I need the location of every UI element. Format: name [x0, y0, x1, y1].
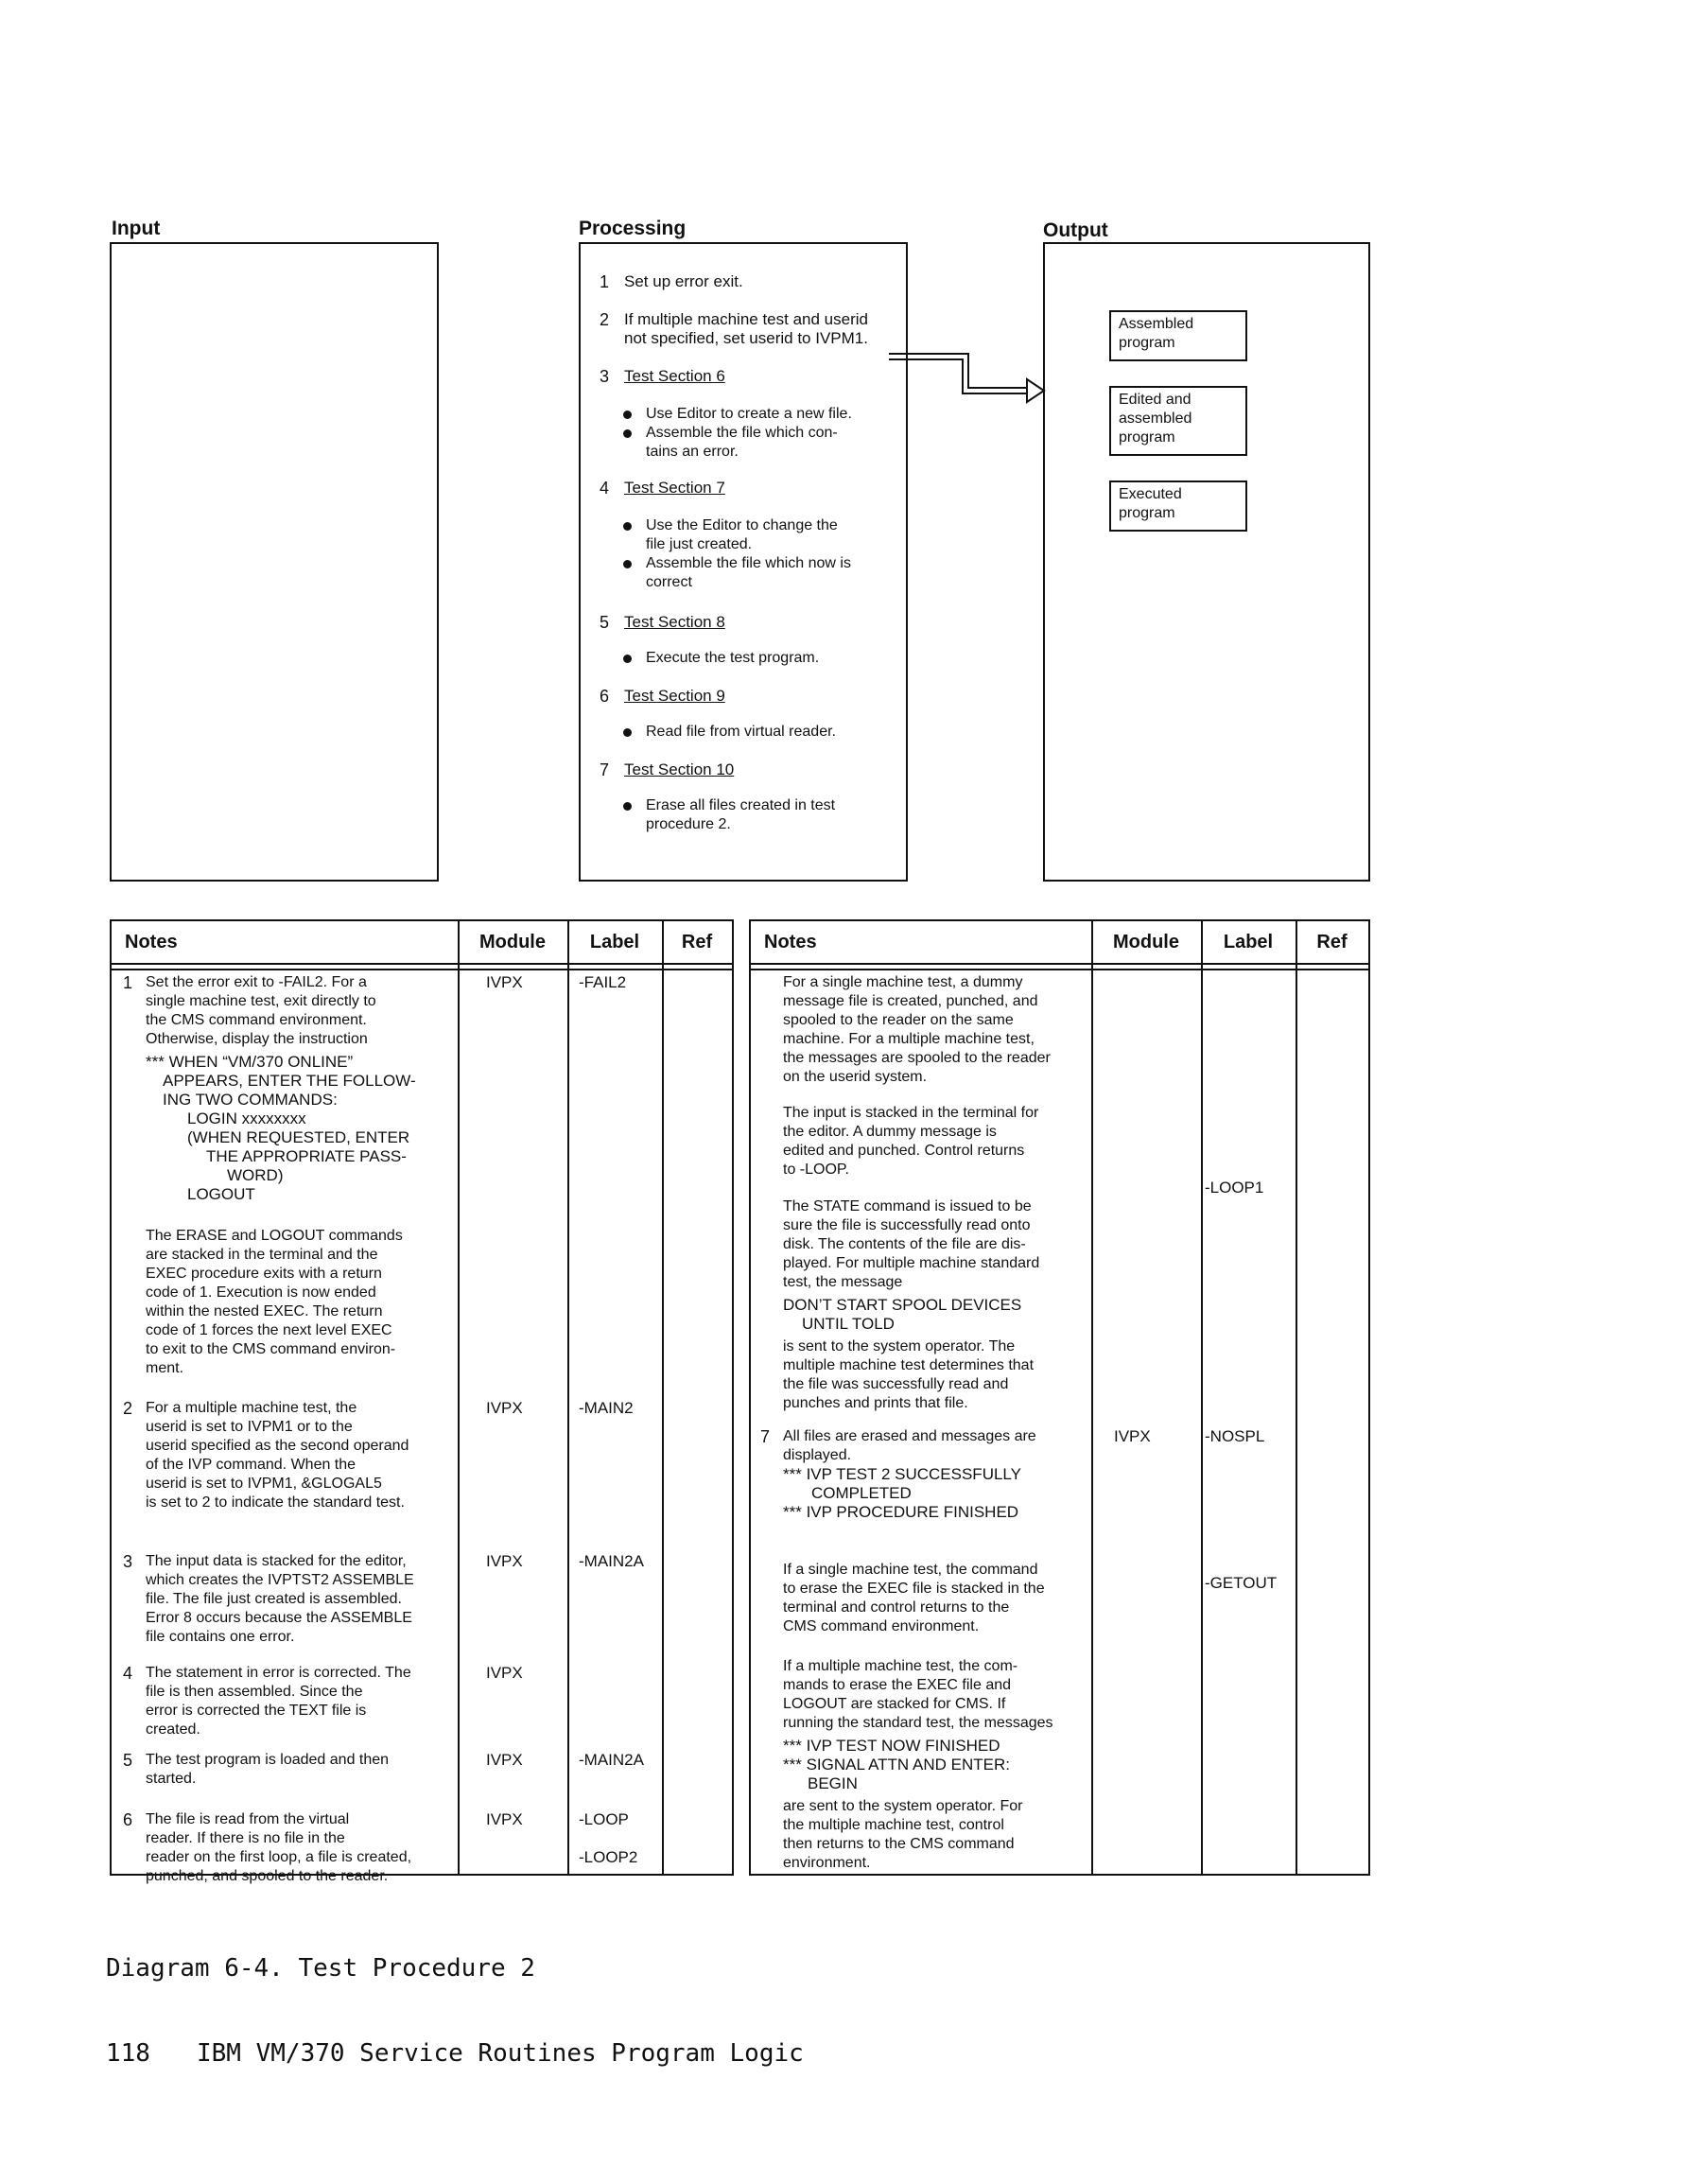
notes-column-header: Notes	[751, 921, 1091, 965]
note-line: *** IVP TEST 2 SUCCESSFULLY	[783, 1465, 1021, 1483]
footer-title: IBM VM/370 Service Routines Program Logic	[197, 2039, 804, 2068]
output-item-edited	[1109, 386, 1247, 456]
step-title: Test Section 7	[624, 479, 725, 497]
note-line: userid is set to IVPM1 or to the	[146, 1419, 353, 1435]
bullet-text: Erase all files created in test	[646, 797, 836, 813]
note-line: error is corrected the TEXT file is	[146, 1703, 367, 1719]
step-title: Test Section 10	[624, 760, 735, 778]
label-cell: -MAIN2A	[579, 1751, 644, 1769]
bullet-text: file just created.	[646, 536, 753, 552]
note-line: LOGOUT are stacked for CMS. If	[783, 1696, 1006, 1712]
note-line: the file was successfully read and	[783, 1376, 1009, 1392]
input-box	[110, 242, 439, 882]
output-item-text: program	[1119, 505, 1175, 521]
note-line: LOGIN xxxxxxxx	[187, 1109, 306, 1127]
note-line: BEGIN	[808, 1774, 858, 1792]
note-line: For a multiple machine test, the	[146, 1400, 357, 1416]
output-item-executed	[1109, 480, 1247, 532]
note-line: on the userid system.	[783, 1069, 928, 1085]
step-number: 1	[600, 272, 610, 291]
output-box	[1043, 242, 1370, 882]
module-cell: IVPX	[486, 1810, 523, 1828]
step-text: Set up error exit.	[624, 272, 743, 290]
note-line: within the nested EXEC. The return	[146, 1303, 383, 1319]
note-line: disk. The contents of the file are dis-	[783, 1236, 1026, 1252]
column-divider	[1201, 921, 1203, 1874]
note-line: CMS command environment.	[783, 1618, 980, 1634]
bullet-icon	[623, 655, 632, 663]
bullet-icon	[623, 522, 632, 531]
note-line: Otherwise, display the instruction	[146, 1031, 368, 1047]
step-number: 7	[600, 760, 610, 779]
bullet-text: procedure 2.	[646, 816, 731, 832]
note-number: 6	[123, 1810, 133, 1829]
note-line: edited and punched. Control returns	[783, 1143, 1025, 1159]
label-cell: -MAIN2A	[579, 1552, 644, 1570]
bullet-text: Execute the test program.	[646, 650, 820, 666]
module-cell: IVPX	[486, 973, 523, 991]
module-cell: IVPX	[486, 1552, 523, 1570]
bullet-text: tains an error.	[646, 444, 739, 460]
label-column-header: Label	[1201, 921, 1296, 965]
note-line: punched, and spooled to the reader.	[146, 1868, 389, 1884]
note-line: The file is read from the virtual	[146, 1811, 350, 1827]
note-number: 7	[760, 1427, 771, 1446]
note-line: userid is set to IVPM1, &GLOGAL5	[146, 1476, 382, 1492]
output-item-text: Edited and	[1119, 392, 1191, 408]
note-line: environment.	[783, 1855, 871, 1871]
note-line: single machine test, exit directly to	[146, 993, 376, 1009]
bullet-text: correct	[646, 574, 692, 590]
note-line: terminal and control returns to the	[783, 1599, 1010, 1616]
note-line: the multiple machine test, control	[783, 1817, 1004, 1833]
note-line: file is then assembled. Since the	[146, 1684, 363, 1700]
notes-table-right	[749, 919, 1370, 1876]
processing-box	[579, 242, 908, 882]
note-line: machine. For a multiple machine test,	[783, 1031, 1035, 1047]
step-number: 4	[600, 479, 610, 498]
column-divider	[1091, 921, 1093, 1874]
ref-column-header: Ref	[1296, 921, 1368, 965]
note-line: the editor. A dummy message is	[783, 1124, 997, 1140]
note-line: If a single machine test, the command	[783, 1562, 1038, 1578]
module-cell: IVPX	[486, 1751, 523, 1769]
note-line: to exit to the CMS command environ-	[146, 1341, 396, 1357]
bullet-icon	[623, 802, 632, 811]
step-number: 3	[600, 367, 610, 386]
bullet-text: Use Editor to create a new file.	[646, 406, 852, 422]
note-line: to -LOOP.	[783, 1162, 849, 1178]
output-item-text: program	[1119, 335, 1175, 351]
note-line: The ERASE and LOGOUT commands	[146, 1228, 403, 1244]
module-cell: IVPX	[1114, 1427, 1151, 1445]
note-line: is sent to the system operator. The	[783, 1338, 1016, 1354]
diagram-caption: Diagram 6-4. Test Procedure 2	[106, 1954, 535, 1983]
note-line: started.	[146, 1771, 197, 1787]
label-cell: -FAIL2	[579, 973, 627, 991]
column-divider	[662, 921, 664, 1874]
step-number: 6	[600, 687, 610, 706]
note-line: All files are erased and messages are	[783, 1428, 1036, 1444]
label-cell: -GETOUT	[1205, 1574, 1278, 1592]
note-line: *** IVP TEST NOW FINISHED	[783, 1737, 1000, 1755]
note-line: COMPLETED	[811, 1484, 912, 1502]
note-line: punches and prints that file.	[783, 1395, 968, 1411]
note-line: ING TWO COMMANDS:	[163, 1091, 338, 1109]
note-line: file. The file just created is assembled.	[146, 1591, 402, 1607]
note-line: *** WHEN “VM/370 ONLINE”	[146, 1053, 354, 1071]
bullet-text: Read file from virtual reader.	[646, 724, 836, 740]
label-cell: -MAIN2	[579, 1399, 634, 1417]
note-line: ment.	[146, 1360, 184, 1376]
output-item-assembled	[1109, 310, 1247, 361]
input-header: Input	[112, 218, 161, 239]
note-number: 2	[123, 1399, 133, 1418]
column-divider	[567, 921, 569, 1874]
flow-arrow-icon	[889, 341, 1059, 407]
bullet-icon	[623, 429, 632, 438]
note-line: played. For multiple machine standard	[783, 1255, 1040, 1271]
module-column-header: Module	[1091, 921, 1201, 965]
note-number: 1	[123, 973, 133, 992]
output-item-text: Assembled	[1119, 316, 1194, 332]
note-line: the CMS command environment.	[146, 1012, 367, 1028]
module-cell: IVPX	[486, 1664, 523, 1682]
note-line: running the standard test, the messages	[783, 1715, 1053, 1731]
note-number: 5	[123, 1751, 133, 1770]
bullet-text: Use the Editor to change the	[646, 517, 838, 533]
output-item-text: assembled	[1119, 411, 1192, 427]
note-line: displayed.	[783, 1447, 852, 1463]
label-cell: -LOOP	[579, 1810, 629, 1828]
header-divider	[751, 969, 1368, 970]
note-line: *** SIGNAL ATTN AND ENTER:	[783, 1756, 1010, 1773]
note-line: code of 1. Execution is now ended	[146, 1284, 376, 1301]
module-cell: IVPX	[486, 1399, 523, 1417]
note-line: If a multiple machine test, the com-	[783, 1658, 1018, 1674]
note-line: then returns to the CMS command	[783, 1836, 1015, 1852]
label-column-header: Label	[567, 921, 662, 965]
note-line: DON’T START SPOOL DEVICES	[783, 1296, 1022, 1314]
step-number: 2	[600, 310, 610, 329]
note-line: The STATE command is issued to be	[783, 1198, 1032, 1214]
note-line: APPEARS, ENTER THE FOLLOW-	[163, 1072, 416, 1090]
output-item-text: Executed	[1119, 486, 1182, 502]
note-number: 4	[123, 1664, 133, 1683]
note-line: THE APPROPRIATE PASS-	[206, 1147, 407, 1165]
header-divider	[112, 969, 732, 970]
output-item-text: program	[1119, 429, 1175, 446]
note-line: EXEC procedure exits with a return	[146, 1266, 382, 1282]
note-line: are stacked in the terminal and the	[146, 1247, 378, 1263]
note-line: Set the error exit to -FAIL2. For a	[146, 974, 367, 990]
note-line: message file is created, punched, and	[783, 993, 1038, 1009]
bullet-icon	[623, 411, 632, 419]
note-line: *** IVP PROCEDURE FINISHED	[783, 1503, 1019, 1521]
note-line: WORD)	[227, 1166, 284, 1184]
note-line: UNTIL TOLD	[802, 1315, 895, 1333]
note-line: The input data is stacked for the editor,	[146, 1553, 407, 1569]
note-line: created.	[146, 1721, 200, 1738]
step-title: Test Section 6	[624, 367, 725, 385]
output-header: Output	[1043, 219, 1108, 241]
module-column-header: Module	[458, 921, 567, 965]
note-line: (WHEN REQUESTED, ENTER	[187, 1128, 410, 1146]
note-line: userid specified as the second operand	[146, 1438, 409, 1454]
note-line: LOGOUT	[187, 1185, 255, 1203]
notes-column-header: Notes	[112, 921, 458, 965]
page-number: 118	[106, 2039, 150, 2068]
note-line: mands to erase the EXEC file and	[783, 1677, 1012, 1693]
note-line: For a single machine test, a dummy	[783, 974, 1023, 990]
note-line: file contains one error.	[146, 1629, 295, 1645]
note-line: is set to 2 to indicate the standard test.	[146, 1494, 405, 1511]
step-number: 5	[600, 613, 610, 632]
note-line: spooled to the reader on the same	[783, 1012, 1014, 1028]
step-text: not specified, set userid to IVPM1.	[624, 329, 868, 347]
column-divider	[458, 921, 460, 1874]
note-line: multiple machine test determines that	[783, 1357, 1035, 1373]
note-line: to erase the EXEC file is stacked in the	[783, 1581, 1045, 1597]
ref-column-header: Ref	[662, 921, 732, 965]
note-line: test, the message	[783, 1274, 903, 1290]
step-title: Test Section 9	[624, 687, 725, 705]
note-line: reader. If there is no file in the	[146, 1830, 345, 1846]
label-cell: -NOSPL	[1205, 1427, 1265, 1445]
note-line: which creates the IVPTST2 ASSEMBLE	[146, 1572, 414, 1588]
note-line: of the IVP command. When the	[146, 1457, 357, 1473]
processing-header: Processing	[579, 218, 687, 239]
note-line: reader on the first loop, a file is created,	[146, 1849, 412, 1865]
bullet-icon	[623, 728, 632, 737]
note-line: the messages are spooled to the reader	[783, 1050, 1051, 1066]
bullet-icon	[623, 560, 632, 568]
label-cell: -LOOP2	[579, 1848, 638, 1866]
bullet-text: Assemble the file which now is	[646, 555, 851, 571]
label-cell: -LOOP1	[1205, 1179, 1264, 1197]
note-line: are sent to the system operator. For	[783, 1798, 1023, 1814]
bullet-text: Assemble the file which con-	[646, 425, 838, 441]
note-line: The test program is loaded and then	[146, 1752, 390, 1768]
column-divider	[1296, 921, 1297, 1874]
note-line: The statement in error is corrected. The	[146, 1665, 411, 1681]
note-line: Error 8 occurs because the ASSEMBLE	[146, 1610, 412, 1626]
notes-table-left	[110, 919, 734, 1884]
note-line: The input is stacked in the terminal for	[783, 1105, 1039, 1121]
note-number: 3	[123, 1552, 133, 1571]
step-title: Test Section 8	[624, 613, 725, 631]
note-line: code of 1 forces the next level EXEC	[146, 1322, 392, 1338]
note-line: sure the file is successfully read onto	[783, 1217, 1031, 1233]
step-text: If multiple machine test and userid	[624, 310, 868, 328]
